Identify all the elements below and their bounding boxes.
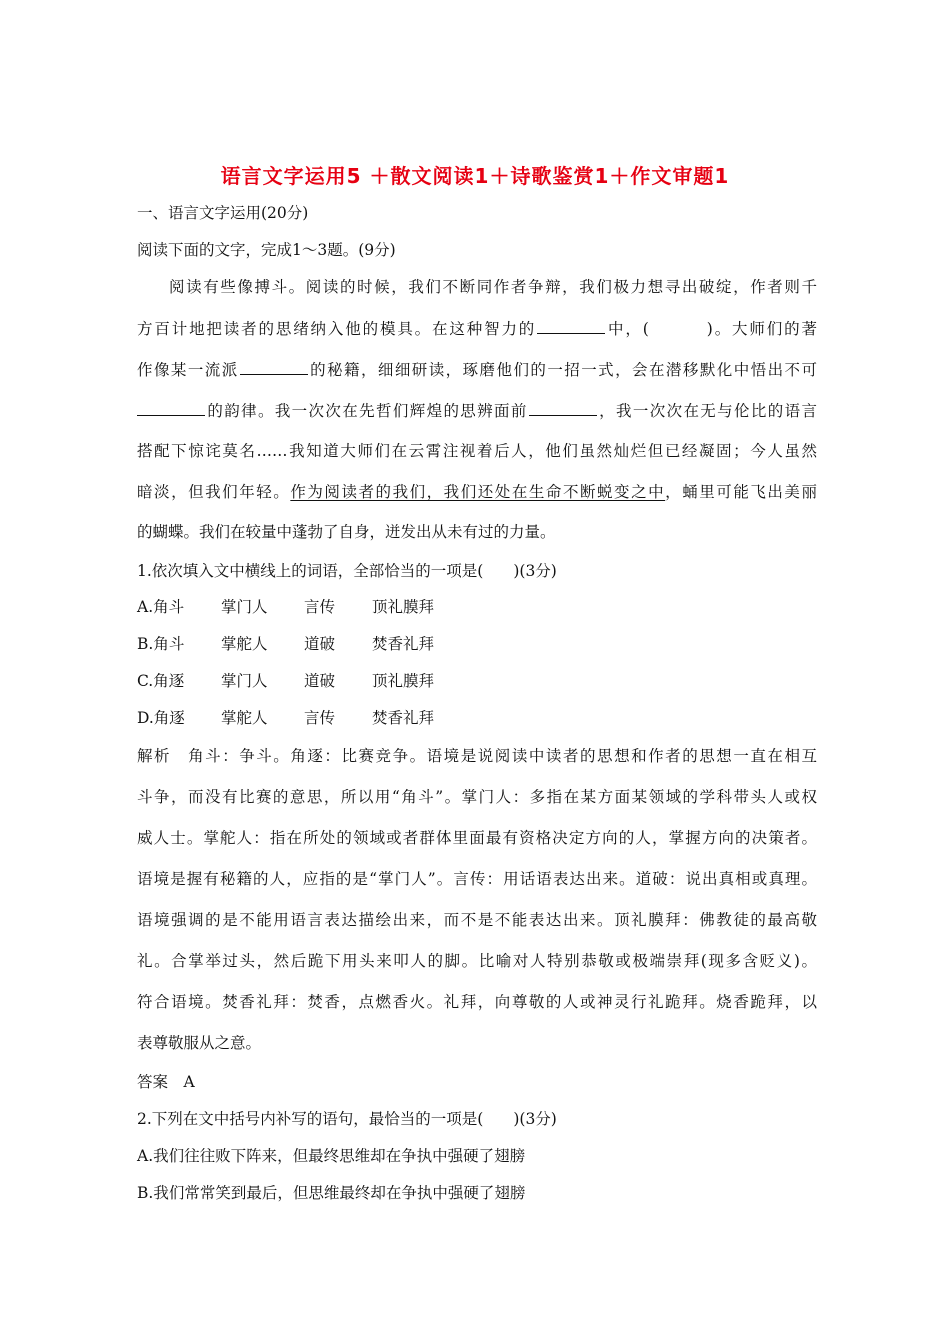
passage-text: 暗淡，但我们年轻。 (137, 483, 291, 501)
passage-line-5: 搭配下惊诧莫名……我知道大师们在云霄注视着后人，他们虽然灿烂但已经凝固；今人虽然 (137, 442, 817, 460)
passage-text: 作像某一流派 (137, 361, 239, 379)
option-label: A.角斗 (137, 598, 185, 616)
option-a (137, 597, 817, 617)
section-heading: 一、语言文字运用(20分) (137, 204, 309, 222)
fill-blank-2 (240, 359, 308, 375)
passage-text: 中，( (606, 320, 649, 338)
underlined-sentence: 作为阅读者的我们，我们还处在生命不断蜕变之中 (290, 483, 666, 501)
question-text: )(3分) (513, 1110, 557, 1128)
passage-line-6 (137, 482, 817, 502)
passage-line-3 (137, 359, 817, 380)
option-word: 焚香礼拜 (372, 709, 435, 727)
analysis-line-6: 礼。合掌举过头，然后跪下用头来叩人的脚。比喻对人特别恭敬或极端崇拜(现多含贬义)。 (137, 952, 817, 970)
analysis-line-1: 解析 角斗：争斗。角逐：比赛竞争。语境是说阅读中读者的思想和作者的思想一直在相互 (137, 747, 817, 765)
analysis-line-3: 威人士。掌舵人：指在所处的领域或者群体里面最有资格决定方向的人，掌握方向的决策者。 (137, 829, 817, 847)
option-word: 焚香礼拜 (372, 635, 435, 653)
q2-option-b: B.我们常常笑到最后，但思维最终却在争执中强硬了翅膀 (137, 1184, 526, 1202)
question-1-stem (137, 561, 817, 581)
option-word: 道破 (304, 635, 336, 653)
passage-text: ，我一次次在无与伦比的语言 (597, 402, 817, 420)
page-title: 语言文字运用5 ＋散文阅读1＋诗歌鉴赏1＋作文审题1 (220, 164, 730, 188)
option-word: 掌舵人 (221, 635, 268, 653)
question-2-stem (137, 1109, 817, 1129)
option-word: 道破 (304, 672, 336, 690)
passage-text: 方百计地把读者的思绪纳入他的模具。在这种智力的 (137, 320, 537, 338)
option-word: 言传 (304, 598, 336, 616)
passage-text: )。大师们的著 (706, 320, 817, 338)
q2-option-a: A.我们往往败下阵来，但最终思维却在争执中强硬了翅膀 (137, 1147, 526, 1165)
fill-blank-3 (137, 400, 205, 416)
passage-line-2 (137, 318, 817, 339)
option-label: B.角斗 (137, 635, 185, 653)
option-b (137, 634, 817, 654)
answer-1: 答案 A (137, 1073, 195, 1091)
passage-line-7: 的蝴蝶。我们在较量中蓬勃了自身，迸发出从未有过的力量。 (137, 523, 556, 541)
option-word: 顶礼膜拜 (372, 672, 435, 690)
analysis-line-7: 符合语境。焚香礼拜：焚香，点燃香火。礼拜，向尊敬的人或神灵行礼跪拜。烧香跪拜，以 (137, 993, 817, 1011)
option-word: 掌门人 (221, 598, 268, 616)
fill-blank-1 (537, 318, 605, 334)
passage-line-1: 阅读有些像搏斗。阅读的时候，我们不断同作者争辩，我们极力想寻出破绽，作者则千 (169, 278, 817, 296)
option-label: C.角逐 (137, 672, 185, 690)
option-word: 掌舵人 (221, 709, 268, 727)
passage-line-4 (137, 400, 817, 421)
question-text: )(3分) (513, 562, 557, 580)
option-word: 顶礼膜拜 (372, 598, 435, 616)
analysis-line-5: 语境强调的是不能用语言表达描绘出来，而不是不能表达出来。顶礼膜拜：佛教徒的最高敬 (137, 911, 817, 929)
option-c (137, 671, 817, 691)
passage-text: ，蛹里可能飞出美丽 (665, 483, 817, 501)
question-text: 1.依次填入文中横线上的词语，全部恰当的一项是( (137, 562, 484, 580)
option-label: D.角逐 (137, 709, 185, 727)
option-d (137, 708, 817, 728)
passage-text: 的韵律。我一次次在先哲们辉煌的思辨面前 (206, 402, 528, 420)
analysis-line-4: 语境是握有秘籍的人，应指的是“掌门人”。言传：用话语表达出来。道破：说出真相或真理。 (137, 870, 817, 888)
analysis-line-8: 表尊敬服从之意。 (137, 1034, 262, 1052)
analysis-line-2: 斗争，而没有比赛的意思，所以用“角斗”。掌门人：多指在某方面某领域的学科带头人或权 (137, 788, 817, 806)
option-word: 掌门人 (221, 672, 268, 690)
reading-instruction: 阅读下面的文字，完成1～3题。(9分) (137, 241, 396, 259)
question-text: 2.下列在文中括号内补写的语句，最恰当的一项是( (137, 1110, 484, 1128)
fill-blank-4 (529, 400, 597, 416)
passage-text: 的秘籍，细细研读，琢磨他们的一招一式，会在潜移默化中悟出不可 (308, 361, 817, 379)
option-word: 言传 (304, 709, 336, 727)
